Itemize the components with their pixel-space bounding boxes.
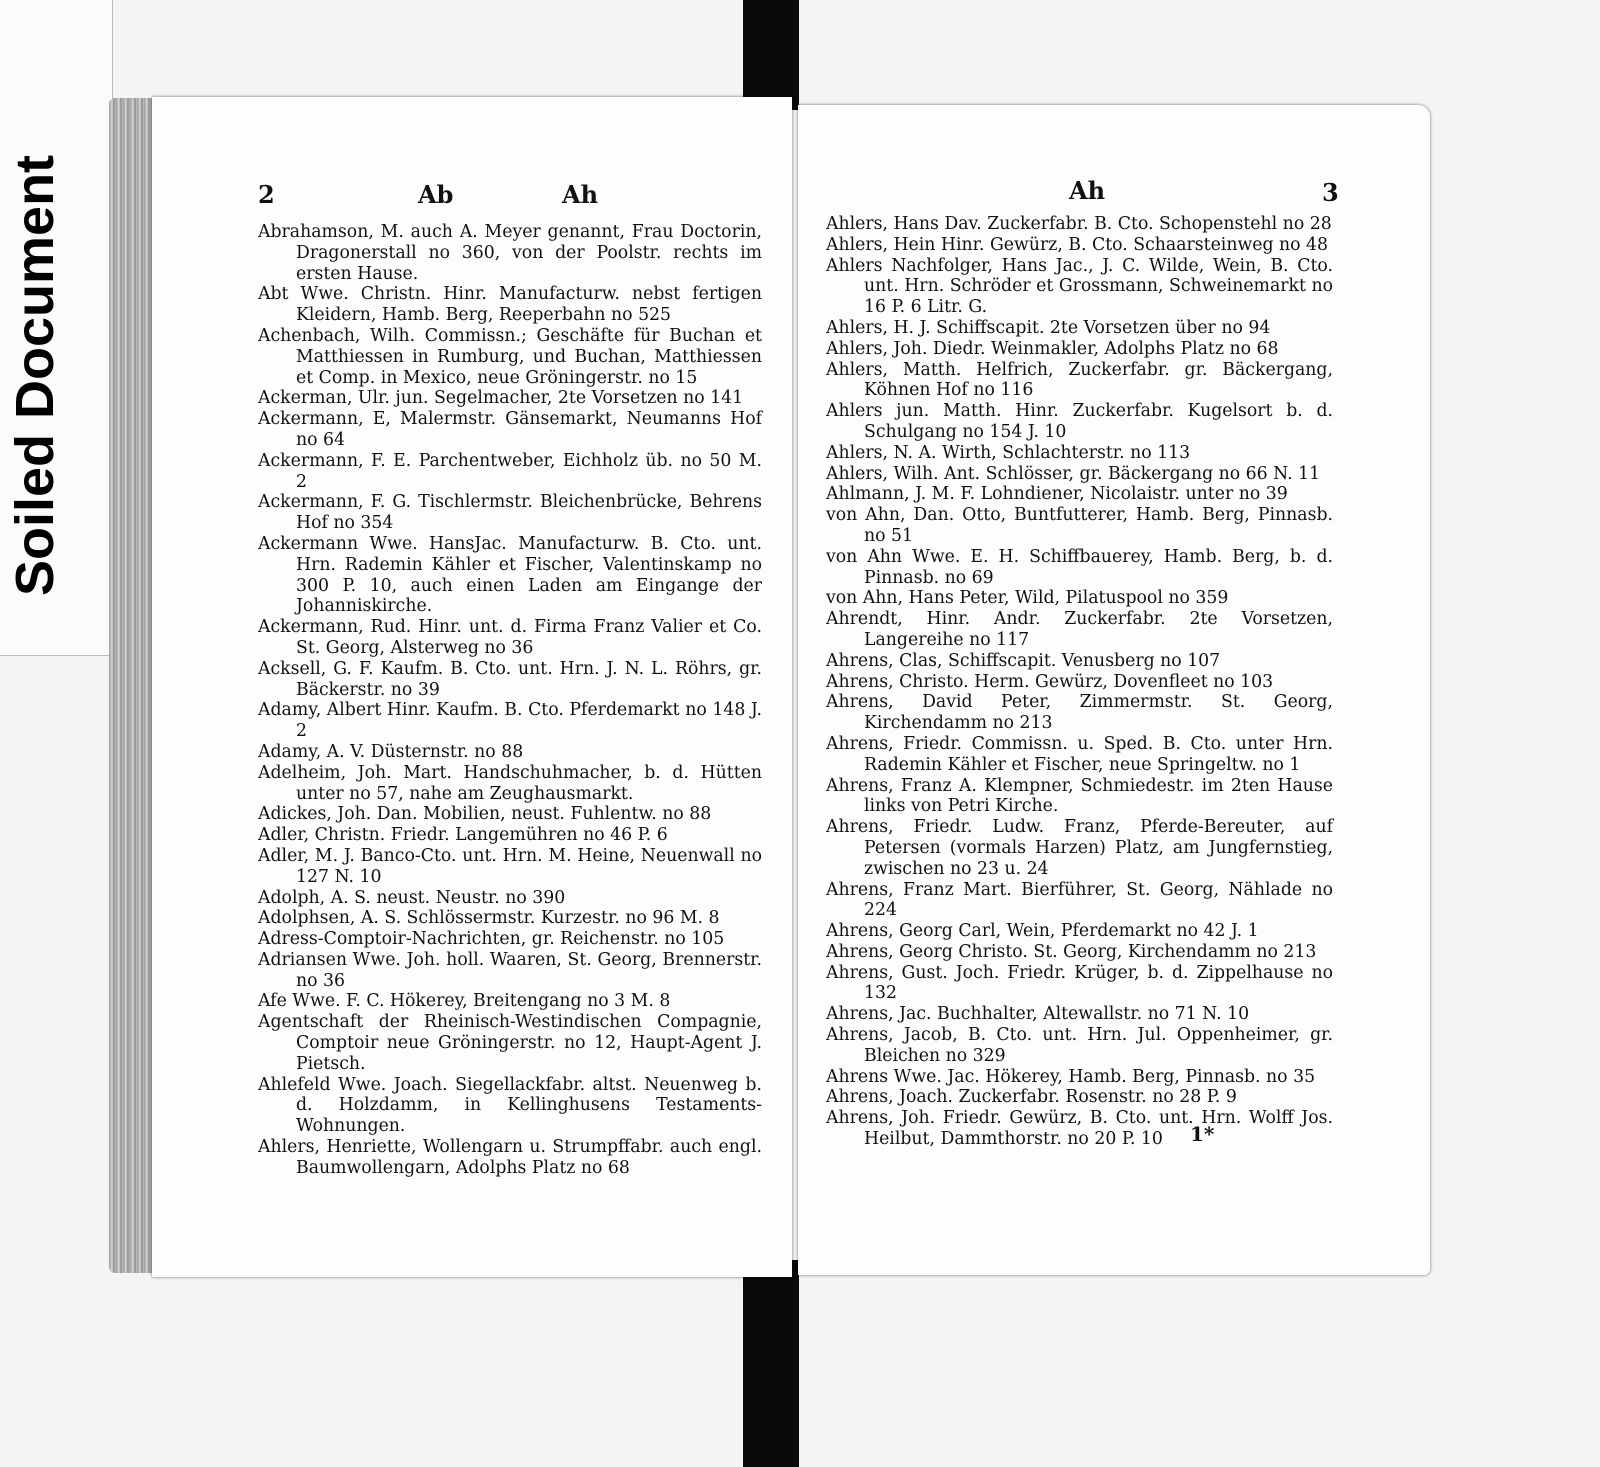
scanner-bar-top (743, 0, 799, 110)
right-running-head-ah: Ah (1069, 176, 1106, 205)
directory-entry: Ahlers, Wilh. Ant. Schlösser, gr. Bäckergang no 66 N. 11 (826, 463, 1321, 484)
directory-entry: Achenbach, Wilh. Commissn.; Geschäfte für Buchan et Matthiessen in Rumburg, und Buchan, Matthiessen et Comp. in Mexico, neue Gröningerstr. no 15 (258, 325, 762, 388)
directory-entry: Ackerman, Ulr. jun. Segelmacher, 2te Vorsetzen no 141 (258, 388, 744, 409)
directory-entry: Ahrens, David Peter, Zimmermstr. St. Georg, Kirchendamm no 213 (826, 692, 1333, 734)
right-page-number: 3 (1322, 178, 1339, 207)
directory-entry: Ahlefeld Wwe. Joach. Siegellackfabr. altst. Neuenweg b. d. Holzdamm, in Kellinghusens Testaments-Wohnungen. (258, 1074, 762, 1137)
directory-entry: Ahrens, Franz Mart. Bierführer, St. Georg, Nählade no 224 (826, 879, 1333, 921)
directory-entry: Adler, Christn. Friedr. Langemühren no 46 P. 6 (258, 825, 668, 846)
directory-entry: Adler, M. J. Banco-Cto. unt. Hrn. M. Heine, Neuenwall no 127 N. 10 (258, 845, 762, 887)
directory-entry: Adolphsen, A. S. Schlössermstr. Kurzestr. no 96 M. 8 (258, 908, 720, 929)
directory-entry: Ackermann, F. G. Tischlermstr. Bleichenbrücke, Behrens Hof no 354 (258, 492, 762, 534)
right-entry-list (826, 214, 1333, 1150)
directory-entry: Ahrens, Joh. Friedr. Gewürz, B. Cto. unt. Hrn. Wolff Jos. Heilbut, Dammthorstr. no 20 P. 10 (826, 1108, 1333, 1150)
directory-entry: Ahrens, Georg Carl, Wein, Pferdemarkt no 42 J. 1 (826, 921, 1259, 942)
directory-entry: Ahlers, Hein Hinr. Gewürz, B. Cto. Schaarsteinweg no 48 (826, 234, 1329, 255)
left-entry-list (258, 222, 762, 1179)
directory-entry: Ahrendt, Hinr. Andr. Zuckerfabr. 2te Vorsetzen, Langereihe no 117 (826, 609, 1333, 650)
directory-entry: Ahrens, Clas, Schiffscapit. Venusberg no 107 (826, 650, 1221, 671)
directory-entry: von Ahn Wwe. E. H. Schiffbauerey, Hamb. Berg, b. d. Pinnasb. no 69 (826, 546, 1333, 588)
signature-mark: 1* (1190, 1122, 1215, 1146)
directory-entry: Abt Wwe. Christn. Hinr. Manufacturw. nebst fertigen Kleidern, Hamb. Berg, Reeperbahn no 525 (258, 284, 762, 326)
left-running-head-ah: Ah (562, 180, 599, 209)
soiled-document-label: Soiled Document (5, 154, 65, 596)
directory-entry: Adriansen Wwe. Joh. holl. Waaren, St. Georg, Brennerstr. no 36 (258, 949, 762, 991)
directory-entry: Ahlers, H. J. Schiffscapit. 2te Vorsetzen über no 94 (826, 317, 1271, 338)
directory-entry: Agentschaft der Rheinisch-Westindischen Compagnie, Comptoir neue Gröningerstr. no 12, Haupt-Agent J. Pietsch. (258, 1012, 762, 1074)
directory-entry: Ackermann, Rud. Hinr. unt. d. Firma Franz Valier et Co. St. Georg, Alsterweg no 36 (258, 617, 762, 658)
left-page-number: 2 (258, 180, 275, 209)
directory-entry: Ahrens, Friedr. Commissn. u. Sped. B. Cto. unter Hrn. Rademin Kähler et Fischer, neue Springeltw. no 1 (826, 733, 1333, 775)
directory-entry: Adolph, A. S. neust. Neustr. no 390 (258, 887, 566, 908)
directory-entry: Adelheim, Joh. Mart. Handschuhmacher, b. d. Hütten unter no 57, nahe am Zeughausmarkt. (258, 762, 762, 804)
directory-entry: Ahrens, Gust. Joch. Friedr. Krüger, b. d. Zippelhause no 132 (826, 962, 1333, 1004)
directory-entry: Adickes, Joh. Dan. Mobilien, neust. Fuhlentw. no 88 (258, 804, 712, 825)
directory-entry: Ackermann, F. E. Parchentweber, Eichholz üb. no 50 M. 2 (258, 450, 762, 492)
directory-entry: Adamy, Albert Hinr. Kaufm. B. Cto. Pferdemarkt no 148 J. 2 (258, 700, 762, 742)
directory-entry: von Ahn, Hans Peter, Wild, Pilatuspool no 359 (826, 588, 1229, 609)
directory-entry: Ahlers, Matth. Helfrich, Zuckerfabr. gr. Bäckergang, Köhnen Hof no 116 (826, 359, 1333, 401)
directory-entry: Ackermann, E, Malermstr. Gänsemarkt, Neumanns Hof no 64 (258, 409, 762, 450)
directory-entry: Ahlers Nachfolger, Hans Jac., J. C. Wilde, Wein, B. Cto. unt. Hrn. Schröder et Grossmann, Schweinemarkt no 16 P. 6 Litr. G. (826, 255, 1333, 318)
directory-entry: Ahrens, Franz A. Klempner, Schmiedestr. im 2ten Hause links von Petri Kirche. (826, 775, 1333, 817)
scanner-bar-bottom (743, 1260, 799, 1467)
directory-entry: Ahlers, Joh. Diedr. Weinmakler, Adolphs Platz no 68 (826, 338, 1279, 359)
directory-entry: Adress-Comptoir-Nachrichten, gr. Reichenstr. no 105 (258, 929, 725, 950)
directory-entry: Ahrens, Friedr. Ludw. Franz, Pferde-Bereuter, auf Petersen (vormals Harzen) Platz, am Jungfernstieg, zwischen no 23 u. 24 (826, 817, 1333, 879)
directory-entry: Ahlers, Hans Dav. Zuckerfabr. B. Cto. Schopenstehl no 28 (826, 214, 1332, 234)
directory-entry: Ahrens, Jacob, B. Cto. unt. Hrn. Jul. Oppenheimer, gr. Bleichen no 329 (826, 1025, 1333, 1066)
directory-entry: von Ahn, Dan. Otto, Buntfutterer, Hamb. Berg, Pinnasb. no 51 (826, 505, 1333, 546)
directory-entry: Ahrens, Jac. Buchhalter, Altewallstr. no 71 N. 10 (826, 1004, 1250, 1025)
directory-entry: Acksell, G. F. Kaufm. B. Cto. unt. Hrn. J. N. L. Röhrs, gr. Bäckerstr. no 39 (258, 658, 762, 700)
directory-entry: Ahrens Wwe. Jac. Hökerey, Hamb. Berg, Pinnasb. no 35 (826, 1066, 1316, 1087)
directory-entry: Abrahamson, M. auch A. Meyer genannt, Frau Doctorin, Dragonerstall no 360, von der Poolstr. rechts im ersten Hause. (258, 222, 762, 284)
left-running-head-ab: Ab (418, 180, 454, 209)
directory-entry: Afe Wwe. F. C. Hökerey, Breitengang no 3 M. 8 (258, 991, 671, 1012)
directory-entry: Ahlmann, J. M. F. Lohndiener, Nicolaistr. unter no 39 (826, 484, 1288, 505)
directory-entry: Ahrens, Christo. Herm. Gewürz, Dovenfleet no 103 (826, 671, 1274, 692)
directory-entry: Adamy, A. V. Düsternstr. no 88 (258, 741, 524, 762)
directory-entry: Ahlers jun. Matth. Hinr. Zuckerfabr. Kugelsort b. d. Schulgang no 154 J. 10 (826, 401, 1333, 442)
directory-entry: Ahlers, N. A. Wirth, Schlachterstr. no 113 (826, 442, 1191, 463)
directory-entry: Ahrens, Joach. Zuckerfabr. Rosenstr. no 28 P. 9 (826, 1087, 1237, 1108)
directory-entry: Ackermann Wwe. HansJac. Manufacturw. B. Cto. unt. Hrn. Rademin Kähler et Fischer, Valentinskamp no 300 P. 10, auch einen Laden am Eingange der Johanniskirche. (258, 533, 762, 617)
directory-entry: Ahrens, Georg Christo. St. Georg, Kirchendamm no 213 (826, 941, 1317, 962)
directory-entry: Ahlers, Henriette, Wollengarn u. Strumpffabr. auch engl. Baumwollengarn, Adolphs Platz no 68 (258, 1137, 762, 1178)
